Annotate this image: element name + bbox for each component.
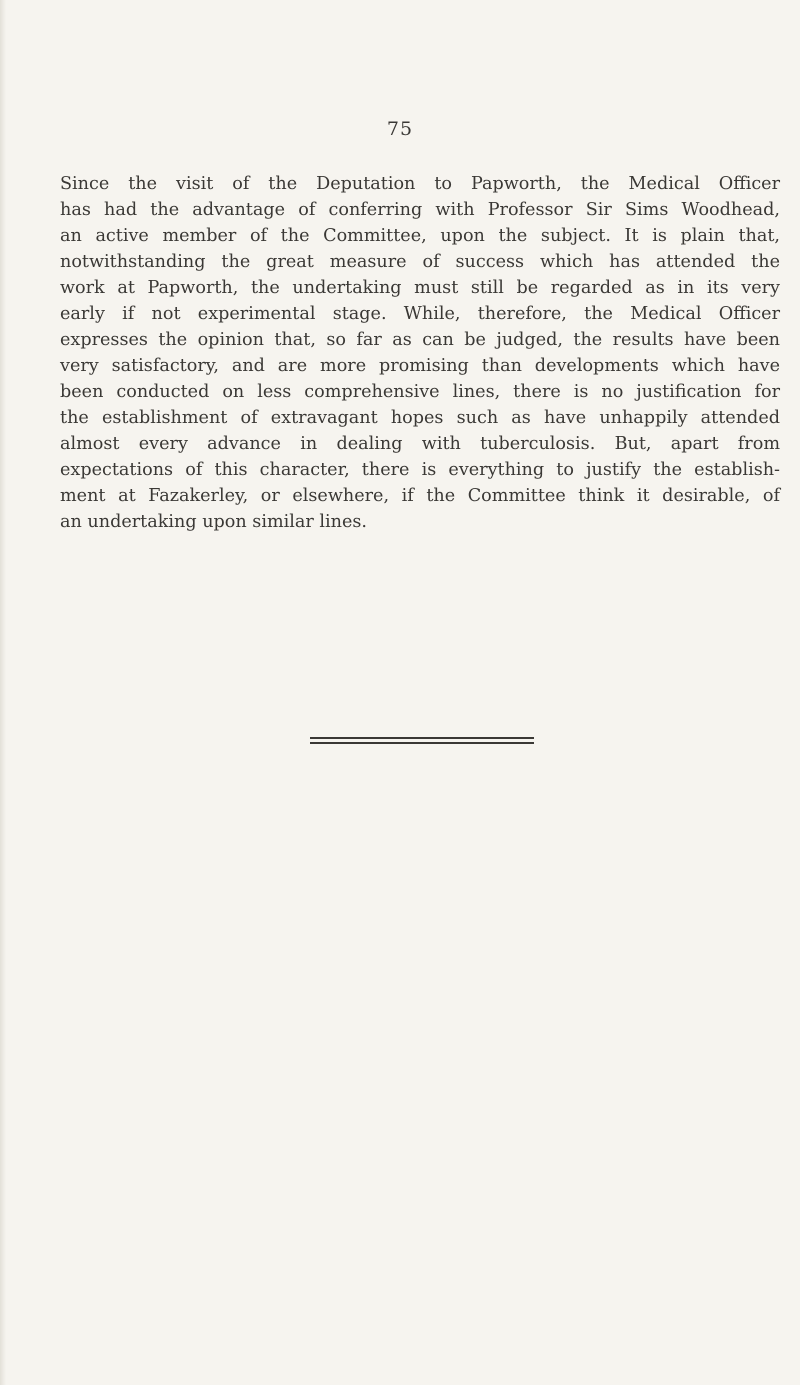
paragraph-line: the establishment of extravagant hopes such as have unhappily attended bbox=[60, 408, 780, 428]
page-number: 75 bbox=[386, 118, 414, 140]
paragraph-line: almost every advance in dealing with tuberculosis. But, apart from bbox=[60, 434, 780, 454]
paragraph-line: very satisfactory, and are more promising than developments which have bbox=[60, 356, 780, 376]
section-divider-bottom bbox=[310, 742, 534, 744]
paragraph-line: work at Papworth, the undertaking must still be regarded as in its very bbox=[60, 278, 780, 298]
paragraph-line: Since the visit of the Deputation to Papworth, the Medical Officer bbox=[60, 174, 780, 194]
section-divider-top bbox=[310, 737, 534, 739]
page-edge-shadow bbox=[0, 0, 6, 1385]
paragraph-line-last: an undertaking upon similar lines. bbox=[60, 512, 368, 532]
paragraph-line: expresses the opinion that, so far as can be judged, the results have been bbox=[60, 330, 780, 350]
paragraph-line: notwithstanding the great measure of success which has attended the bbox=[60, 252, 780, 272]
paragraph-line: early if not experimental stage. While, therefore, the Medical Officer bbox=[60, 304, 780, 324]
paragraph-line: an active member of the Committee, upon the subject. It is plain that, bbox=[60, 226, 780, 246]
paragraph-line: ment at Fazakerley, or elsewhere, if the Committee think it desirable, of bbox=[60, 486, 780, 506]
paragraph-line: been conducted on less comprehensive lines, there is no justification for bbox=[60, 382, 780, 402]
paragraph-line: expectations of this character, there is everything to justify the establish- bbox=[60, 460, 780, 480]
body-paragraph bbox=[60, 171, 780, 535]
paragraph-line: has had the advantage of conferring with Professor Sir Sims Woodhead, bbox=[60, 200, 780, 220]
